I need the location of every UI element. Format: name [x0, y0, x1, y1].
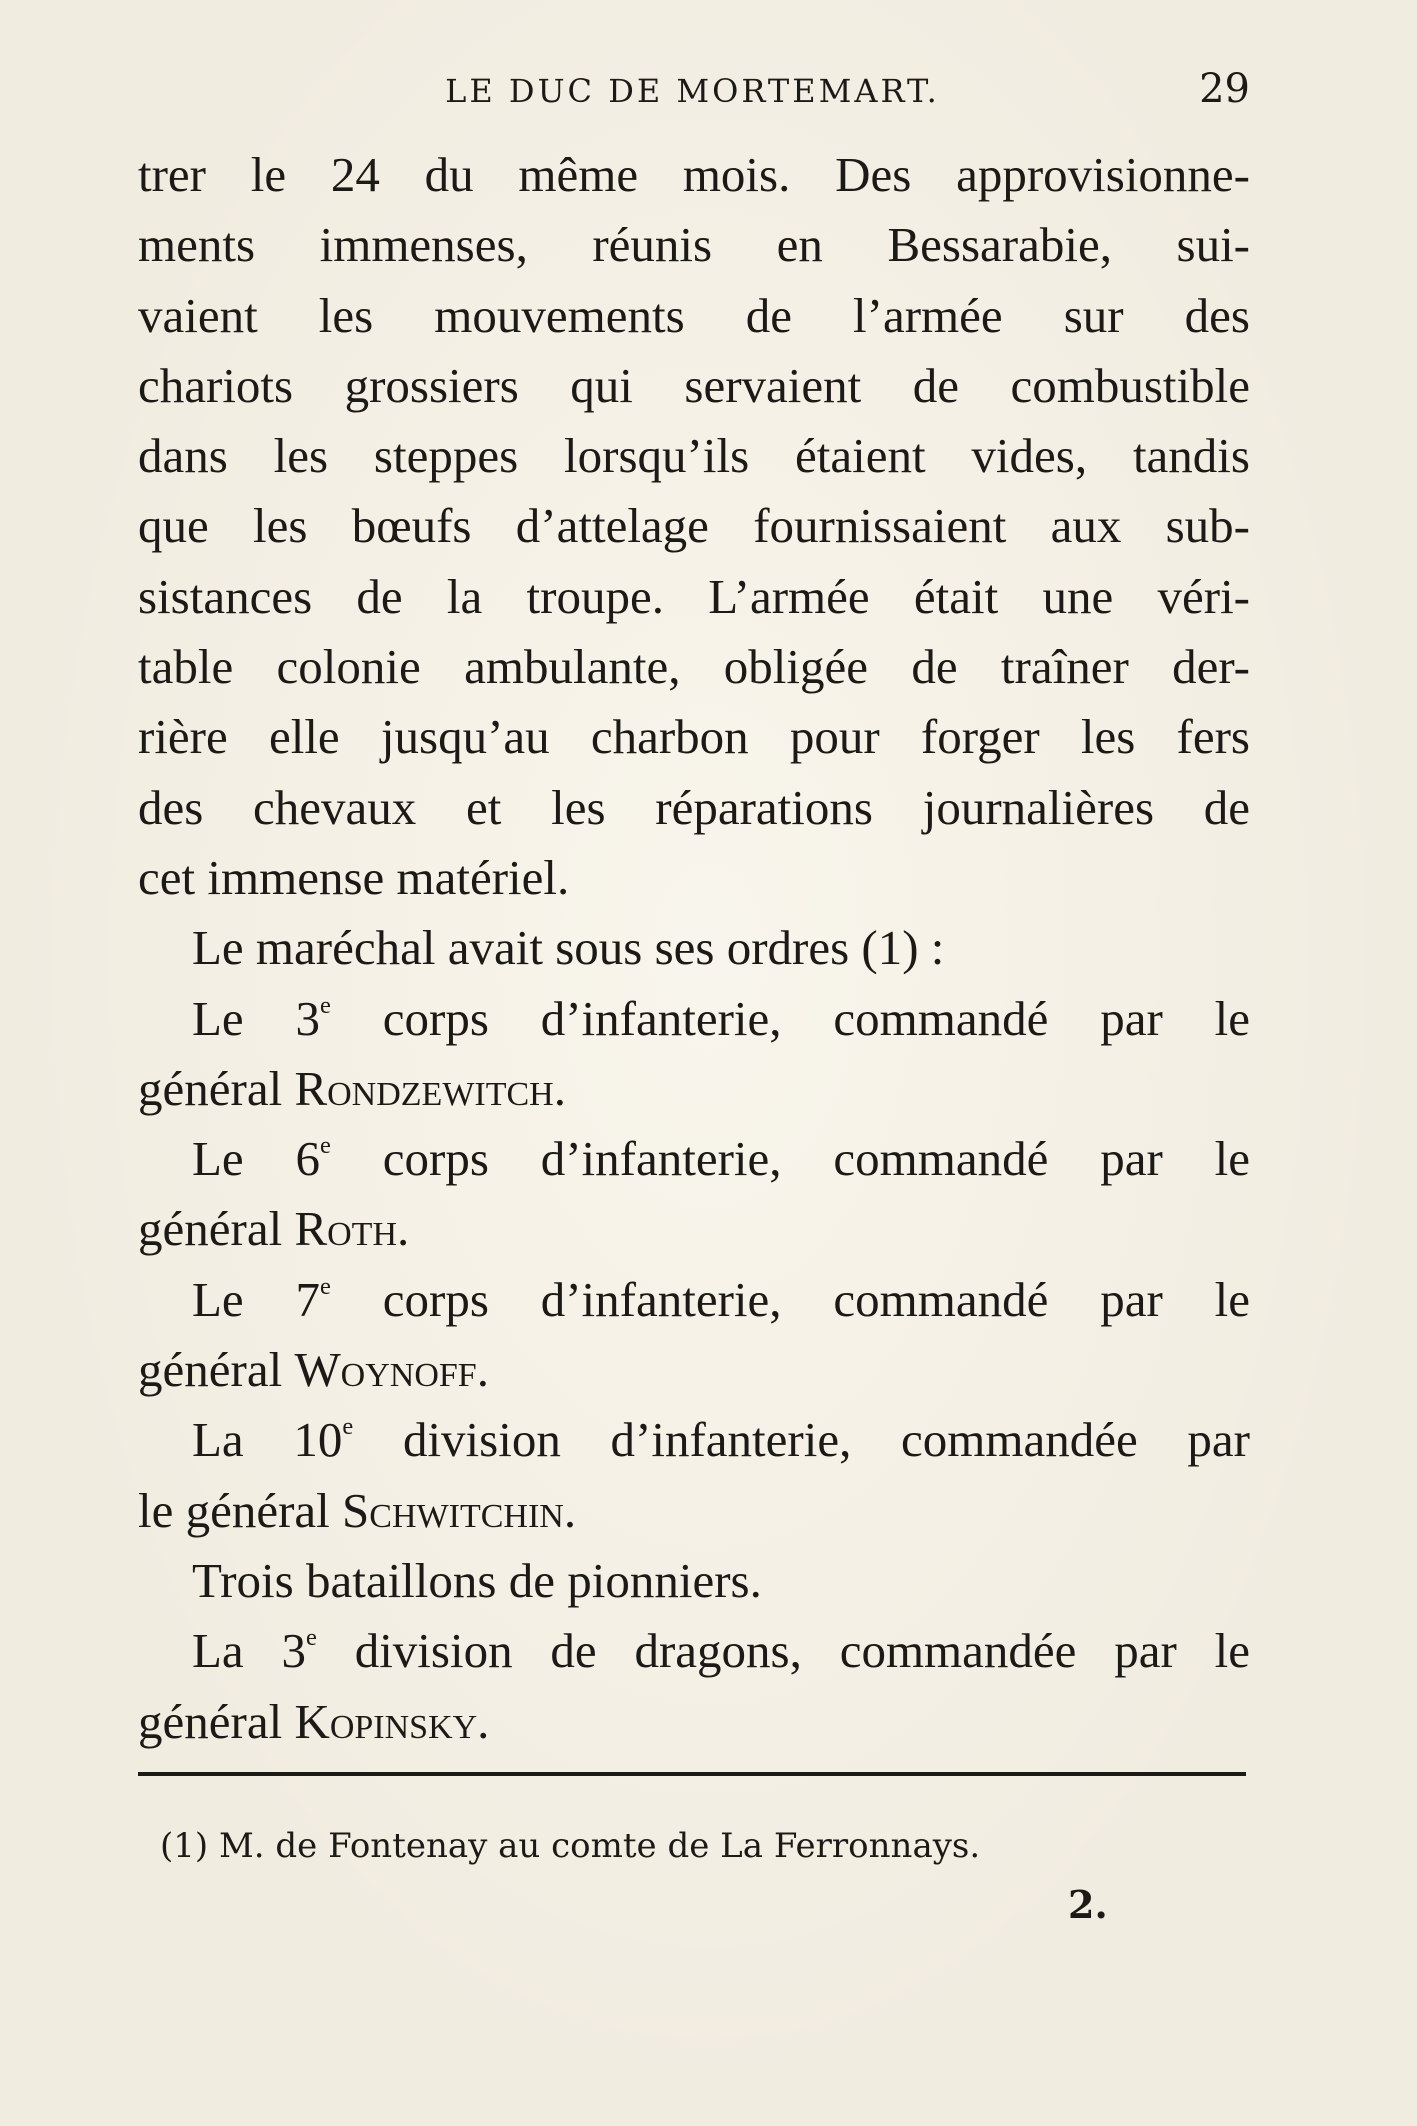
text-line: trer le 24 du même mois. Des approvisionne-	[138, 147, 1250, 202]
signature-mark: 2.	[1068, 1882, 1108, 1927]
entry-10e-division	[138, 1405, 1250, 1546]
text-line: sistances de la troupe. L’armée était une véri-	[138, 568, 1250, 624]
general-name: Schwitchin.	[342, 1482, 577, 1538]
text-line	[138, 1124, 1250, 1194]
entry-3e-corps	[138, 984, 1250, 1125]
general-name: Roth.	[294, 1201, 410, 1257]
entry-text: général	[138, 1060, 295, 1116]
text-line	[138, 1687, 1250, 1757]
entry-text: le général	[138, 1482, 343, 1538]
paragraph-armee	[138, 140, 1250, 913]
intro-line: Le maréchal avait sous ses ordres (1) :	[192, 920, 945, 976]
entry-text: général	[138, 1693, 295, 1749]
text-line	[138, 1335, 1250, 1405]
entry-text: général	[138, 1342, 295, 1398]
entry-text: division d’infanterie, commandée par	[353, 1412, 1250, 1468]
general-name: Kopinsky.	[294, 1693, 490, 1749]
running-head	[135, 62, 1250, 122]
page-number: 29	[1199, 66, 1250, 112]
entry-text: La 10	[192, 1412, 343, 1468]
text-line	[138, 1405, 1250, 1475]
ordinal-sup: e	[306, 1624, 317, 1652]
text-line: rière elle jusqu’au charbon pour forger les fers	[138, 709, 1250, 765]
text-line	[138, 1194, 1250, 1264]
text-line: dans les steppes lorsqu’ils étaient vides, tandis	[138, 428, 1250, 484]
entry-text: La 3	[192, 1623, 306, 1679]
ordinal-sup: e	[320, 991, 331, 1019]
ordinal-sup: e	[320, 1132, 331, 1160]
entry-3e-dragons	[138, 1616, 1250, 1757]
text-line: table colonie ambulante, obligée de traîner der-	[138, 639, 1250, 695]
entry-text: général	[138, 1201, 295, 1257]
text-line: que les bœufs d’attelage fournissaient aux sub-	[138, 498, 1250, 554]
running-title: LE DUC DE MORTEMART.	[445, 72, 940, 110]
text-line: chariots grossiers qui servaient de combustible	[138, 357, 1250, 413]
entry-text: Le 7	[192, 1271, 321, 1327]
entry-6e-corps	[138, 1124, 1250, 1265]
entry-pioneers: Trois bataillons de pionniers.	[192, 1552, 762, 1608]
entry-text: corps d’infanterie, commandé par le	[330, 990, 1250, 1046]
text-line	[138, 1616, 1250, 1686]
general-name: Rondzewitch.	[294, 1060, 566, 1116]
text-line	[138, 1054, 1250, 1124]
text-line: cet immense matériel.	[138, 849, 570, 905]
body-text	[138, 140, 1250, 1757]
entry-text: corps d’infanterie, commandé par le	[330, 1131, 1250, 1187]
entry-text: corps d’infanterie, commandé par le	[330, 1271, 1250, 1327]
entry-7e-corps	[138, 1265, 1250, 1406]
footnote-rule	[138, 1772, 1246, 1776]
text-line	[138, 1476, 1250, 1546]
text-line: des chevaux et les réparations journalières de	[138, 779, 1250, 835]
ordinal-sup: e	[320, 1272, 331, 1300]
text-line: vaient les mouvements de l’armée sur des	[138, 287, 1250, 343]
footnote: (1) M. de Fontenay au comte de La Ferronnays.	[160, 1826, 981, 1866]
text-line	[138, 984, 1250, 1054]
ordinal-sup: e	[342, 1413, 354, 1441]
entry-text: Le 3	[192, 990, 321, 1046]
general-name: Woynoff.	[294, 1342, 489, 1398]
entry-text: Le 6	[192, 1131, 321, 1187]
entry-text: division de dragons, commandée par le	[316, 1623, 1250, 1679]
text-line: ments immenses, réunis en Bessarabie, sui-	[138, 217, 1250, 273]
text-line	[138, 1265, 1250, 1335]
